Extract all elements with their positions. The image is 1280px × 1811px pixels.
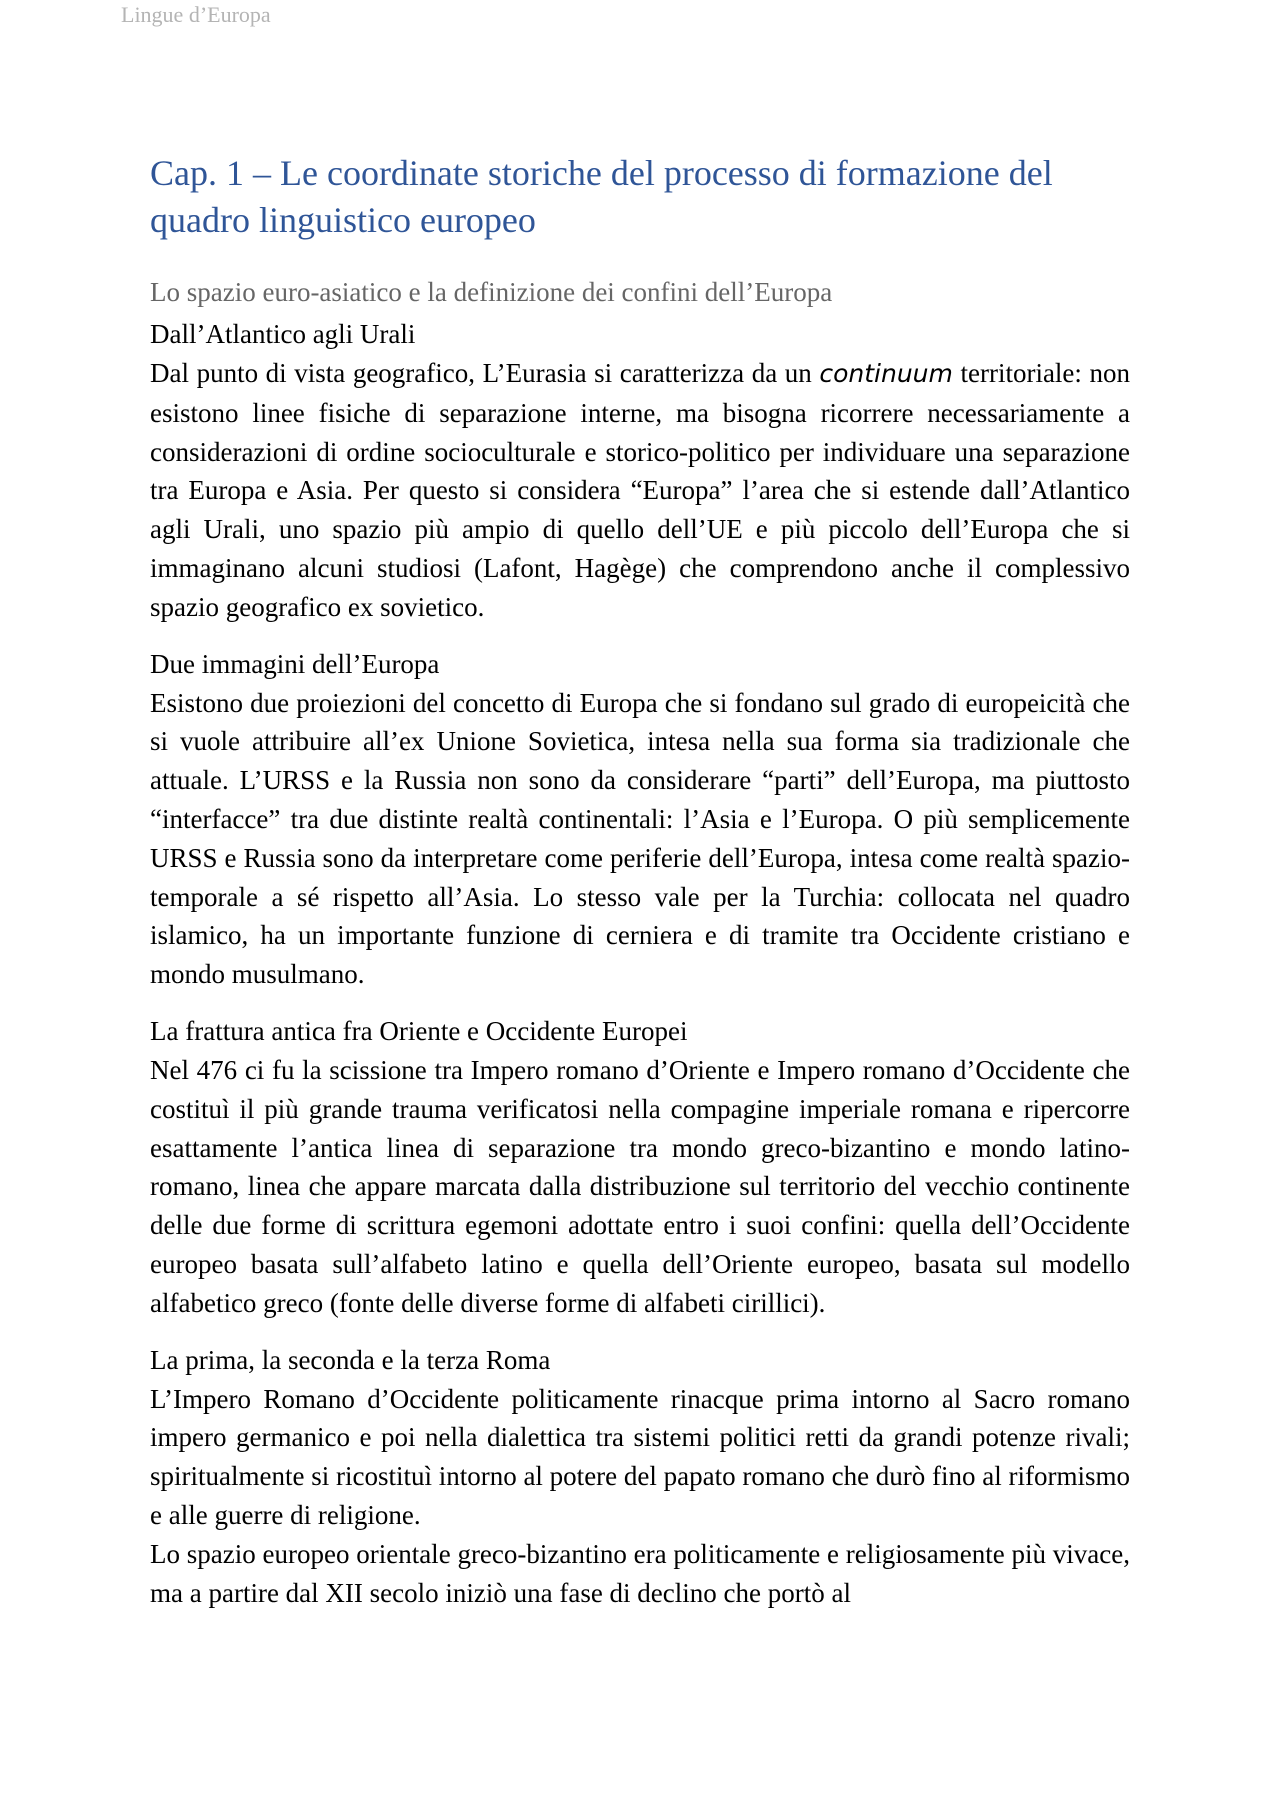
paragraph-text: territoriale: non esistono linee fisiche di separazione interne, ma bisogna ricorrere necessariamente a considerazioni di ordine socioculturale e storico-politico per individuare una separazione tra Europa e Asia. Per questo si considera “Europa” l’area che si estende dall’Atlantico agli Urali, uno spazio più ampio di quello dell’UE e più piccolo dell’Europa che si immaginano alcuni studiosi (Lafont, Hagège) che comprendono anche il complessivo spazio geografico ex sovietico. [150, 358, 1130, 622]
paragraph: Nel 476 ci fu la scissione tra Impero romano d’Oriente e Impero romano d’Occidente che costituì il più grande trauma verificatosi nella compagine imperiale romana e ripercorre esattamente l’antica linea di separazione tra mondo greco-bizantino e mondo latino-romano, linea che appare marcata dalla distribuzione sul territorio del vecchio continente delle due forme di scrittura egemoni adottate entro i suoi confini: quella dell’Occidente europeo basata sull’alfabeto latino e quella dell’Oriente europeo, basata sul modello alfabetico greco (fonte delle diverse forme di alfabeti cirillici). [150, 1054, 1130, 1318]
paragraph-text: Dal punto di vista geografico, L’Eurasia si caratterizza da un [150, 358, 820, 388]
section-heading: La prima, la seconda e la terza Roma [150, 1344, 551, 1375]
paragraph: Esistono due proiezioni del concetto di Europa che si fondano sul grado di europeicità che si vuole attribuire all’ex Unione Sovietica, intesa nella sua forma sia tradizionale che attuale. L’URSS e la Russia non sono da considerare “parti” dell’Europa, ma piuttosto “interfacce” tra due distinte realtà continentali: l’Asia e l’Europa. O più semplicemente URSS e Russia sono da interpretare come periferie dell’Europa, intesa come realtà spazio-temporale a sé rispetto all’Asia. Lo stesso vale per la Turchia: collocata nel quadro islamico, ha un importante funzione di cerniera e di tramite tra Occidente cristiano e mondo musulmano. [150, 687, 1130, 990]
paragraph: L’Impero Romano d’Occidente politicamente rinacque prima intorno al Sacro romano impero germanico e poi nella dialettica tra sistemi politici retti da grandi potenze rivali; spiritualmente si ricostituì intorno al potere del papato romano che durò fino al riformismo e alle guerre di religione. [150, 1383, 1131, 1530]
document-body [150, 150, 1130, 1630]
running-header: Lingue d’Europa [121, 2, 271, 27]
paragraph [150, 354, 1130, 627]
section-due-immagini [150, 645, 1130, 994]
italic-term: continuum [819, 359, 953, 388]
section-dall-atlantico [150, 315, 1130, 627]
paragraph: Lo spazio europeo orientale greco-bizantino era politicamente e religiosamente più vivace, ma a partire dal XII secolo iniziò una fase di declino che portò al [150, 1538, 1130, 1608]
section-heading: Due immagini dell’Europa [150, 648, 440, 679]
chapter-title: Cap. 1 – Le coordinate storiche del processo di formazione del quadro linguistico europeo [150, 153, 1053, 240]
section-title: Lo spazio euro-asiatico e la definizione dei confini dell’Europa [150, 277, 833, 307]
section-tre-rome [150, 1341, 1130, 1613]
section-frattura-antica [150, 1012, 1130, 1323]
section-heading: Dall’Atlantico agli Urali [150, 319, 416, 349]
section-heading: La frattura antica fra Oriente e Occidente Europei [150, 1015, 688, 1046]
